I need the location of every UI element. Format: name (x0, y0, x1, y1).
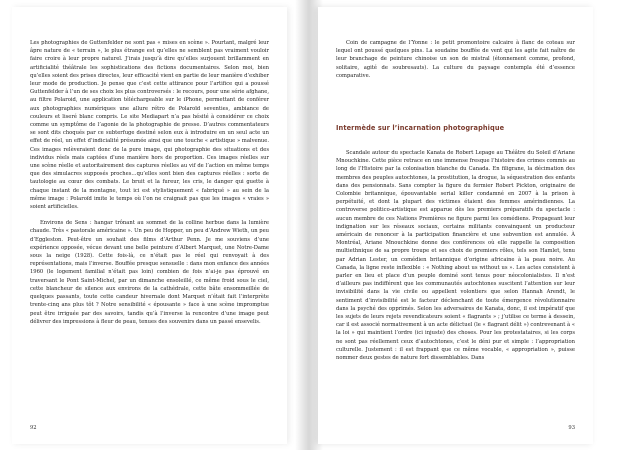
left-page (12, 7, 287, 444)
right-paragraph-1: Scandale autour du spectacle Kanata de Robert Lepage au Théâtre du Soleil d’Ariane Mnouchkine. Cette pièce retrace en une immense fresque l’histoire des crimes commis au long de l’Histoire par la colonisation blanche du Canada. En filigrane, la décimation des membres des peuples autochtones, la prostitution, la drogue, la séquestration des enfants dans des pensionnats. Sans compter la figure du fermier Robert Pickton, originaire de Colombie britannique, épouvantable serial killer condamné en 2007 à la prison à perpétuité, et dont la plupart des victimes étaient des femmes amérindiennes. La controverse politico-artistique est apparue dès les premiers préparatifs du spectacle : aucun membre de ces Nations Premières ne figure parmi les comédiens. Propageant leur indignation sur les réseaux sociaux, certains militants convainquent un producteur américain de renoncer à la participation financière et une subvention est annulée. À Montréal, Ariane Mnouchkine donne des conférences où elle rappelle la composition multiethnique de sa propre troupe et ses choix de premiers rôles, tels son Hamlet, tenu par Adrian Lester, un comédien britannique d’origine africaine à la peau noire. Au Canada, la ligne reste inflexible : « Nothing about us without us ». Les actes consistent à parler en lieu et place d’un peuple dominé sont tenus pour néocolonialistes. Il n’est d’ailleurs pas indifférent que les communautés autochtones suscitent l’attention sur leur invisibilité dans la vie civile ou appellent volontiers que selon Hannah Arendt, le sentiment d’invisibilité est le facteur déclenchant de toute émergence révolutionnaire dans la psyché des opprimés. Selon les adversaires de Kanata, donc, il est impératif que les sujets de leurs rejets revendicateurs soient « flagrants » ; j’utilise ce terme à dessein, car il est associé normativement à un acte délictuel (le « flagrant délit ») contrevenant à « la loi » qui maintient l’ordre (ici injuste) des choses. Pour les protestataires, si les corps ne sont pas réellement ceux d’autochtones, c’est le déni pur et simple : l’appropriation culturelle. Justement : il est frappant que ce même vocable, « appropriation », puisse nommer deux gestes de nature fort dissemblables. Dans (336, 150, 575, 362)
right-page-body (336, 149, 575, 362)
left-page-body (30, 39, 269, 326)
section-heading: Intermède sur l’incarnation photographique (336, 124, 505, 132)
left-paragraph-1: Les photographies de Guttenfelder ne sont pas « mises en scène ». Pourtant, malgré leur âpre nature de « terrain », le plus étrange est qu’elles ne semblent pas vraiment vouloir faire croire à leur propre naturel. J’irais jusqu’à dire qu’elles surjouent brillamment en artificialité théâtrale les sophistications des fictions documentaires. Selon moi, bien qu’elles soient des prises directes, leur efficacité vient en partie de leur manière d’exhiber leur mode de production. Je pense que c’est cette attirance pour l’artifice qui a poussé Guttenfelder à l’un de ses choix les plus controversés : le recours, pour une série afghane, au filtre Polaroid, une application téléchargeable sur le iPhone, permettant de conférer aux photographies numériques une allure rétro de Polaroïd seventies, ambiance de couleurs et liseré blanc compris. Le site Mediapart n’a pas hésité à considérer ce choix comme un symptôme de l’agonie de la photographie de presse. D’autres commentateurs se sont dits choqués par ce subterfuge destiné selon eux à introduire en un seul acte un effet de réel, un effet d’indicialité présumée ainsi que une touche « artistique » malvenue. Ces images relèveraient donc de la pure image, qui photographie des situations et des individus réels mais captées d’une manière hors de proportion. Ces images réelles sur une scène réelle et autoritairement des captures réelles au vif de l’action en même temps que des simulacres supposés proches…qu’elles sont bien des captures réelles : sorte de tautologie au cœur des combats. Le bruit et la fureur, les cris, le danger qui guette à chaque instant de la montagne, tout ici est stylistiquement « fabriqué » au sein de la même image : Polaroïd imite le temps où l’on ne craignait pas que les images « vraies » soient artificielles. (30, 40, 269, 211)
right-intro-paragraph: Coin de campagne de l’Yonne : le petit promontoire calcaire à flanc de coteau sur lequel ont poussé quelques pins. La soudaine bouffée de vent qui les agite fait naître de leur branchage de peinture chinoise un son de mistral (étonnement comme, profond, solitaire, agité de soubresauts). La culture du paysage contempla été d’essence comparative. (336, 40, 575, 79)
left-paragraph-2: Environs de Sens : hangar trônant au sommet de la colline herbue dans la lumière chaude. Très « pastorale américaine ». Un peu de Hopper, un peu d’Andrew Wieth, un peu d’Eggleston. Peut-être un souhait des films d’Arthur Penn. Je me souviens d’une expérience opposée, vécue devant une belle peinture d’Albert Marquet, une Notre-Dame sous la neige (1928). Cette fois-là, ce n’était pas le réel qui renvoyait à des représentations, mais l’inverse. Bouffée presque sensuelle : dans mon enfance des années 1960 (le logement familial n’était pas loin) combien de fois n’ai-je pas éprouvé en traversant le Pont Saint-Michel, par un dimanche ensoleillé, ce même froid sous le ciel, cette blancheur de silence aux environs de la cathédrale, cette bâte ensommeillée de quelques passants, toute cette candeur hivernale dont Marquet n’était fait l’interprète trente-cinq ans plus tôt ? Notre sensibilité « épousante » face à une scène impromptue peut être irriguée par des savoirs, tandis qu’à l’inverse la rencontre d’une image peut délivrer des impressions à fleur de peau, tenues des souvenirs dans un passé ensevelis. (30, 220, 269, 325)
right-page-intro (336, 39, 575, 80)
page-number-left: 92 (30, 425, 37, 431)
page-number-right: 93 (568, 425, 575, 431)
right-page (318, 7, 593, 444)
